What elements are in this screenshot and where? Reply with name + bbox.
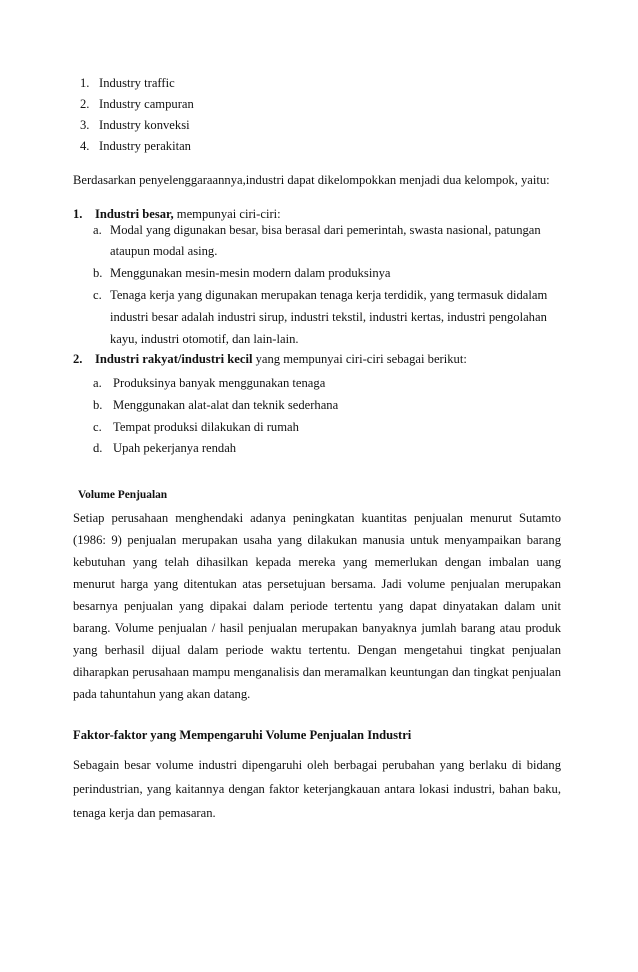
section-heading-factors: Faktor-faktor yang Mempengaruhi Volume Penjualan Industri — [73, 728, 412, 742]
item-text: Menggunakan mesin-mesin modern dalam produksinya — [110, 266, 391, 280]
list-item: Industry perakitan — [99, 139, 191, 153]
item-letter: b. — [93, 266, 103, 280]
item-letter: a. — [93, 376, 102, 390]
item-letter: c. — [93, 288, 102, 302]
item-text: Tempat produksi dilakukan di rumah — [113, 420, 299, 434]
item-letter: d. — [93, 441, 103, 455]
group-number: 2. — [73, 352, 83, 366]
paragraph-line: besarnya penjualan yang dipakai dalam periode tertentu yang dapat dinyatakan dalam unit — [73, 599, 561, 613]
group-heading — [95, 352, 467, 367]
paragraph-line: (1986: 9) penjualan merupakan usaha yang dilakukan manusia untuk menyampaikan barang — [73, 533, 561, 547]
group-suffix: yang mempunyai ciri-ciri sebagai berikut: — [252, 352, 467, 366]
item-text: Menggunakan alat-alat dan teknik sederhana — [113, 398, 339, 412]
group-title: Industri besar, — [95, 207, 174, 221]
group-title: Industri rakyat/industri kecil — [95, 352, 253, 366]
classification-intro: Berdasarkan penyelenggaraannya,industri dapat dikelompokkan menjadi dua kelompok, yaitu: — [73, 173, 550, 187]
item-text: ataupun modal asing. — [110, 244, 218, 258]
paragraph-line: kebutuhan yang telah dihasilkan kepada mereka yang memerlukan dengan imbalan uang — [73, 555, 561, 569]
group-number: 1. — [73, 207, 83, 221]
item-letter: c. — [93, 420, 102, 434]
list-item: Industry traffic — [99, 76, 175, 90]
list-number: 2. — [80, 97, 90, 111]
list-number: 1. — [80, 76, 90, 90]
paragraph-line: menurut harga yang ditentukan atas persetujuan bersama. Jadi volume penjualan merupakan — [73, 577, 561, 591]
paragraph-line: yang berhasil dijual dalam periode waktu tertentu. Dengan mengetahui tingkat penjualan — [73, 643, 561, 657]
paragraph-line: Setiap perusahaan menghendaki adanya peningkatan kuantitas penjualan menurut Sutamto — [73, 511, 561, 525]
item-text: industri besar adalah industri sirup, industri tekstil, industri kertas, industri pengolahan — [110, 310, 547, 324]
paragraph-line: Sebagain besar volume industri dipengaruhi oleh berbagai perubahan yang berlaku di bidang — [73, 758, 561, 772]
factors-paragraph — [73, 753, 561, 825]
item-text: Produksinya banyak menggunakan tenaga — [113, 376, 326, 390]
list-item: Industry konveksi — [99, 118, 190, 132]
list-number: 3. — [80, 118, 90, 132]
item-text: Upah pekerjanya rendah — [113, 441, 237, 455]
paragraph-line: barang. Volume penjualan / hasil penjualan merupakan banyaknya jumlah barang atau produk — [73, 621, 561, 635]
paragraph-line: perindustrian, yang kaitannya dengan faktor keterjangkauan antara lokasi industri, bahan baku, — [73, 782, 561, 796]
group-heading — [95, 207, 281, 222]
item-text: kayu, industri otomotif, dan lain-lain. — [110, 332, 299, 346]
list-item: Industry campuran — [99, 97, 194, 111]
paragraph-line: tenaga kerja dan pemasaran. — [73, 806, 216, 820]
paragraph-line: pada tahuntahun yang akan datang. — [73, 687, 251, 701]
item-text: Modal yang digunakan besar, bisa berasal dari pemerintah, swasta nasional, patungan — [110, 223, 541, 237]
item-text: Tenaga kerja yang digunakan merupakan tenaga kerja terdidik, yang termasuk didalam — [110, 288, 548, 302]
group-suffix: mempunyai ciri-ciri: — [173, 207, 281, 221]
paragraph-line: diharapkan perusahaan mampu menganalisis dan meramalkan keuntungan dan tingkat penjualan — [73, 665, 561, 679]
section-heading-volume: Volume Penjualan — [78, 489, 168, 501]
item-letter: b. — [93, 398, 103, 412]
volume-paragraph — [73, 507, 561, 705]
list-number: 4. — [80, 139, 90, 153]
item-letter: a. — [93, 223, 102, 237]
